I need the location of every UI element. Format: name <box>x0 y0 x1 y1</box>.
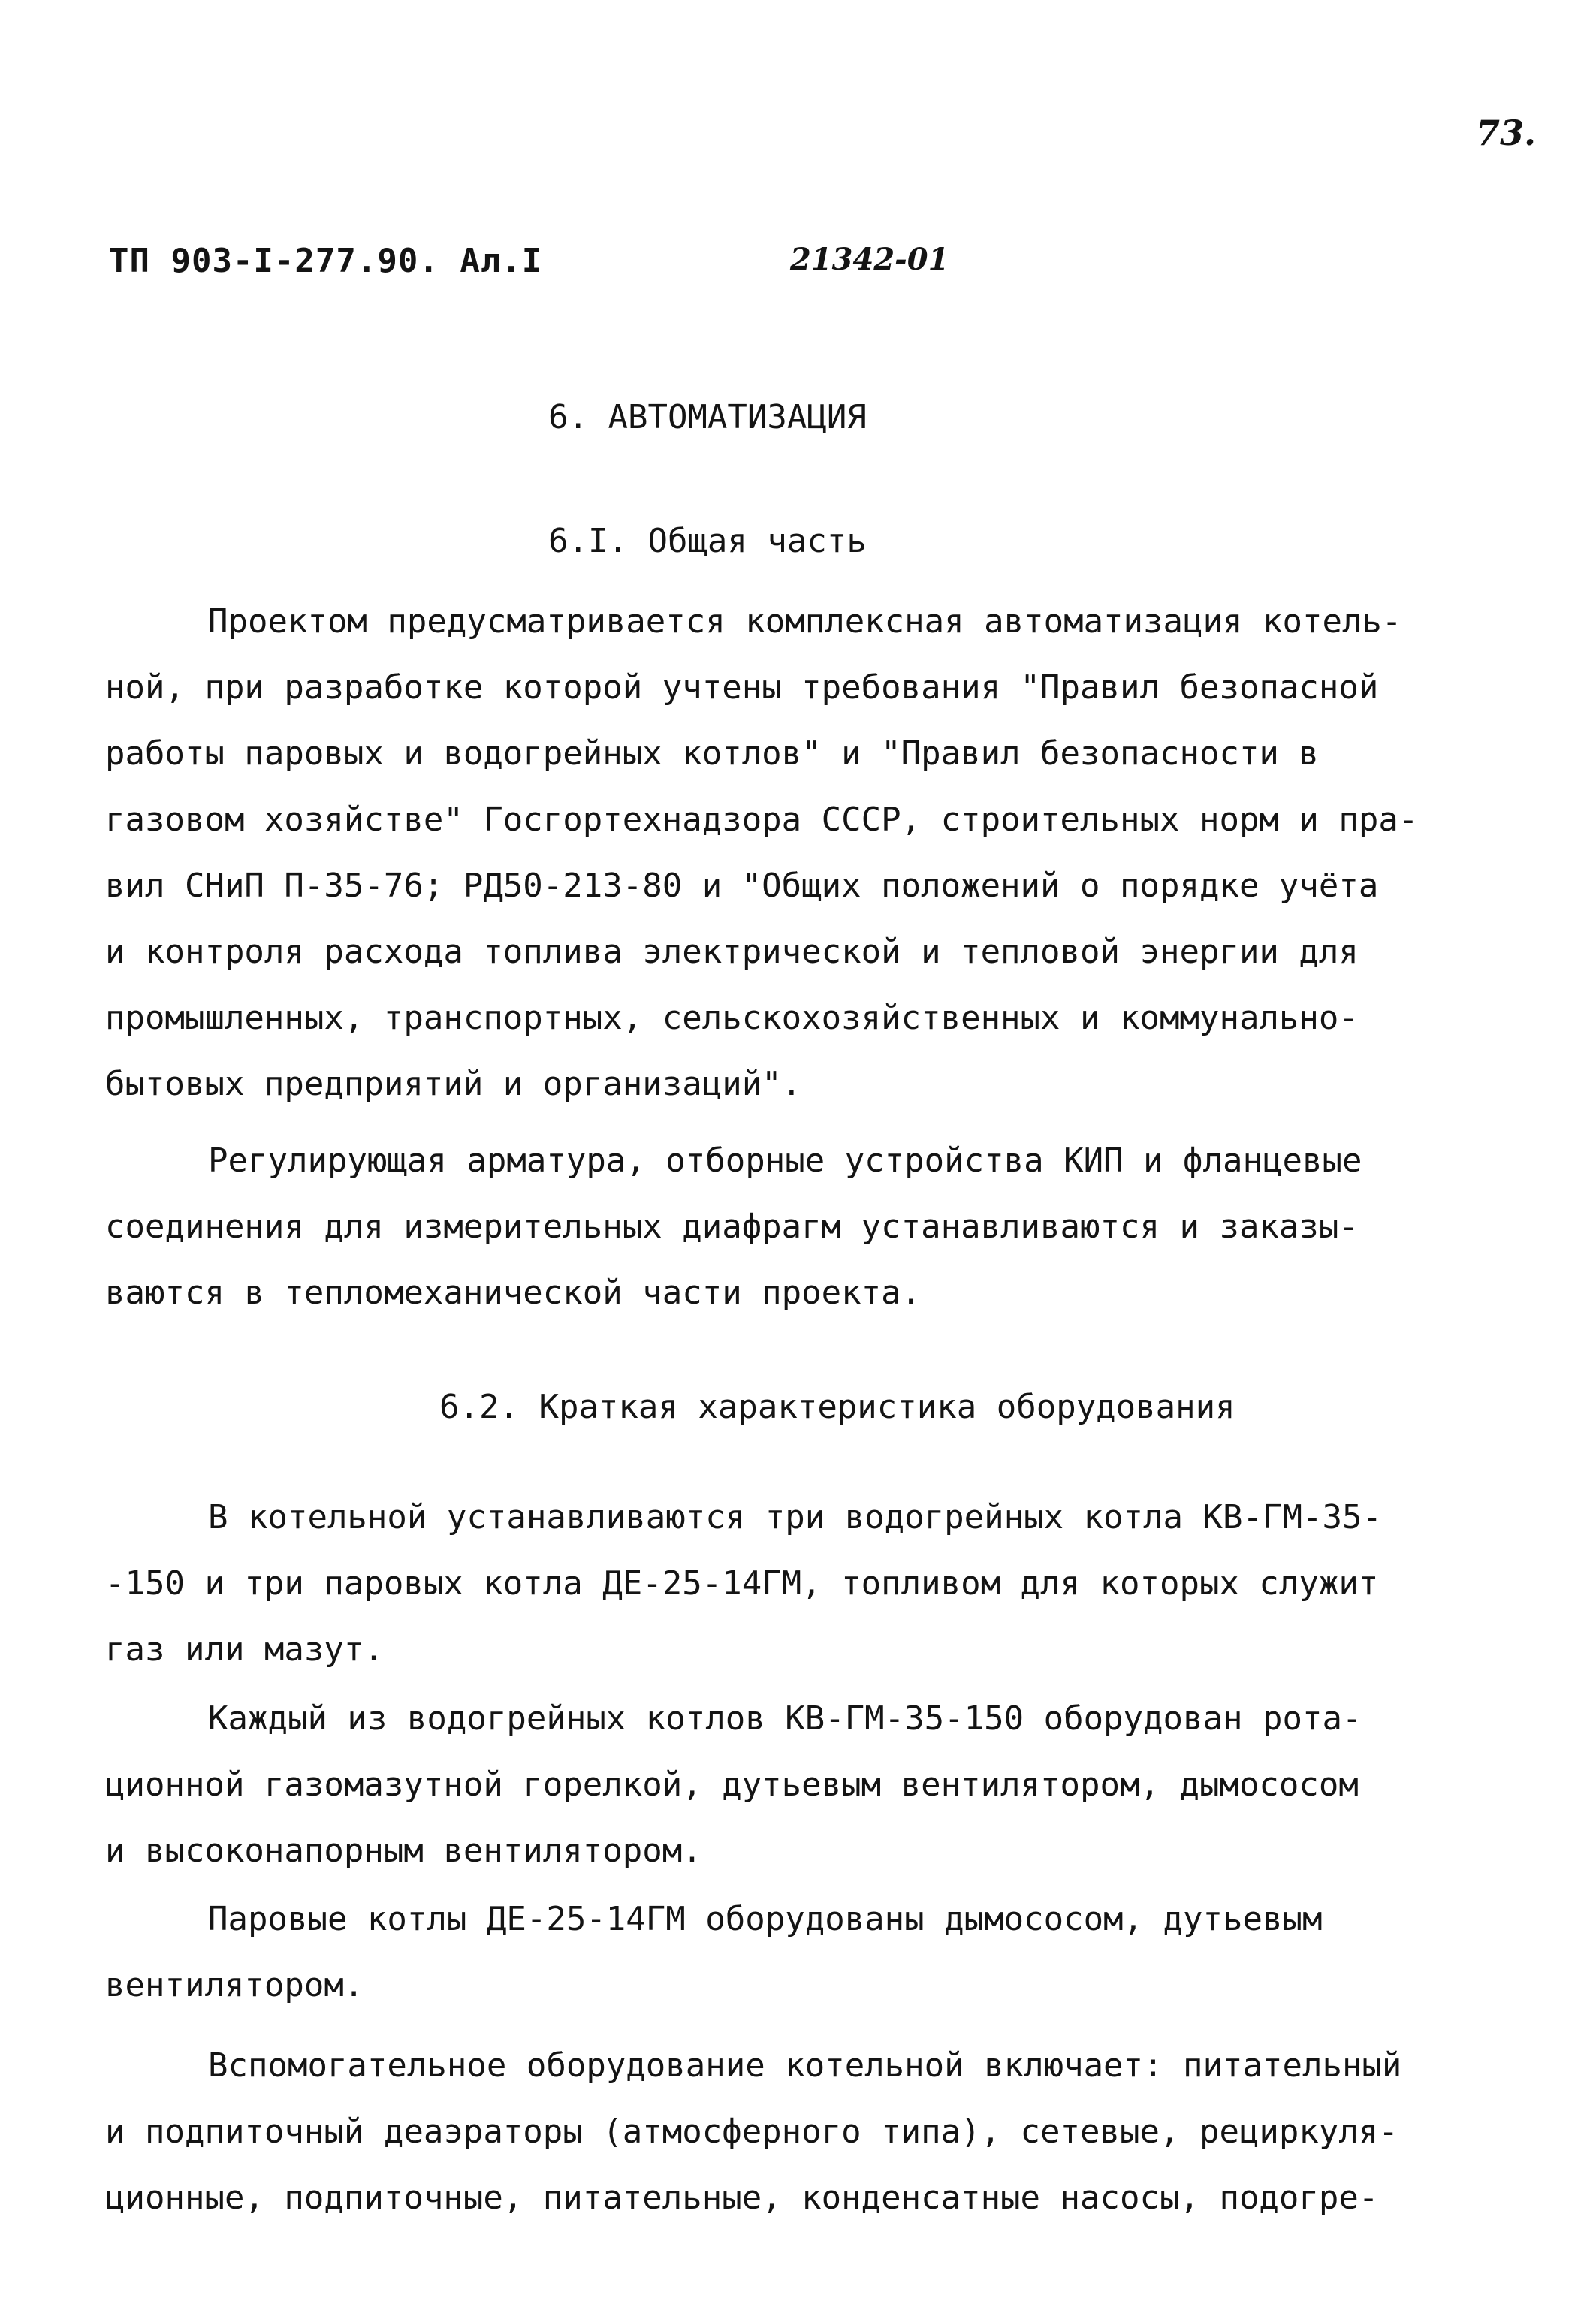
paragraph-line: ваются в тепломеханической части проекта. <box>105 1274 922 1312</box>
paragraph-line: вентилятором. <box>105 1966 364 2004</box>
paragraph-line: соединения для измерительных диафрагм устанавливаются и заказы- <box>105 1208 1359 1246</box>
paragraph-line: ной, при разработке которой учтены требования "Правил безопасной <box>105 668 1379 707</box>
paragraph-line: работы паровых и водогрейных котлов" и "Правил безопасности в <box>105 734 1319 773</box>
paragraph-line: промышленных, транспортных, сельскохозяйственных и коммунально- <box>105 999 1359 1037</box>
subsection-title-equipment: 6.2. Краткая характеристика оборудования <box>439 1388 1235 1426</box>
subsection-title-general: 6.I. Общая часть <box>548 522 867 560</box>
paragraph-line: Каждый из водогрейных котлов КВ-ГМ-35-150 оборудован рота- <box>208 1699 1362 1738</box>
paragraph-line: вил СНиП П-35-76; РД50-213-80 и "Общих положений о порядке учёта <box>105 867 1379 905</box>
paragraph-line: В котельной устанавливаются три водогрейных котла КВ-ГМ-35- <box>208 1498 1382 1536</box>
paragraph-general-1 <box>105 589 1427 1117</box>
paragraph-line: и подпиточный деаэраторы (атмосферного типа), сетевые, рециркуля- <box>105 2112 1398 2151</box>
paragraph-general-2 <box>105 1128 1427 1326</box>
paragraph-line: ционной газомазутной горелкой, дутьевым вентилятором, дымососом <box>105 1766 1359 1804</box>
paragraph-line: Паровые котлы ДЕ-25-14ГМ оборудованы дымососом, дутьевым <box>208 1900 1323 1938</box>
paragraph-equipment-1 <box>105 1485 1427 1683</box>
paragraph-line: Проектом предусматривается комплексная автоматизация котель- <box>208 602 1402 641</box>
section-title: 6. АВТОМАТИЗАЦИЯ <box>548 398 867 436</box>
paragraph-line: ционные, подпиточные, питательные, конденсатные насосы, подогре- <box>105 2179 1379 2217</box>
paragraph-equipment-4 <box>105 2033 1427 2231</box>
paragraph-line: -150 и три паровых котла ДЕ-25-14ГМ, топливом для которых служит <box>105 1564 1379 1603</box>
paragraph-line: бытовых предприятий и организаций". <box>105 1065 802 1103</box>
paragraph-equipment-3 <box>105 1886 1427 2019</box>
document-number: 21342-01 <box>790 242 949 277</box>
paragraph-line: газ или мазут. <box>105 1630 384 1669</box>
paragraph-line: и высоконапорным вентилятором. <box>105 1832 702 1870</box>
paragraph-line: и контроля расхода топлива электрической и тепловой энергии для <box>105 933 1359 971</box>
paragraph-line: газовом хозяйстве" Госгортехнадзора СССР, строительных норм и пра- <box>105 801 1419 839</box>
paragraph-equipment-2 <box>105 1686 1427 1884</box>
page-number: 73. <box>1476 113 1537 153</box>
document-code: ТП 903-I-277.90. Ал.I <box>109 242 543 280</box>
paragraph-line: Регулирующая арматура, отборные устройства КИП и фланцевые <box>208 1141 1362 1180</box>
paragraph-line: Вспомогательное оборудование котельной включает: питательный <box>208 2046 1402 2085</box>
